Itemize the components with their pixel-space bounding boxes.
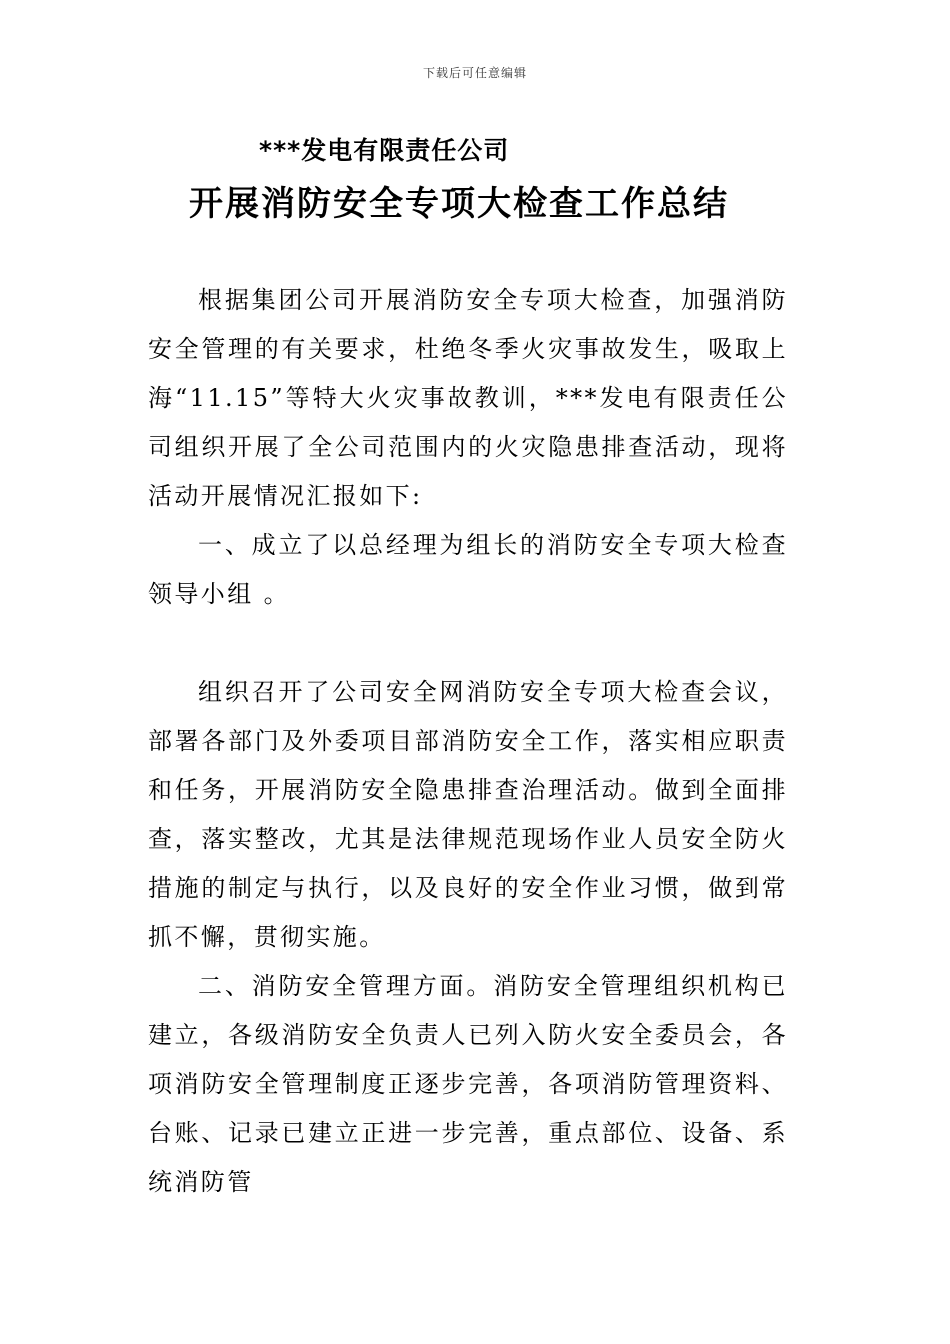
paragraph-section-1-heading: 一、成立了以总经理为组长的消防安全专项大检查领导小组 。 [148,531,788,608]
company-name: ***发电有限责任公司 [259,136,510,165]
document-title: 开展消防安全专项大检查工作总结 [189,184,729,224]
paragraph-section-1-body: 组织召开了公司安全网消防安全专项大检查会议，部署各部门及外委项目部消防安全工作，落实相应职责和任务，开展消防安全隐患排查治理活动。做到全面排查，落实整改，尤其是法律规范现场作业人员安全防火措施的制定与执行，以及良好的安全作业习惯，做到常抓不懈，贯彻实施。 [148,678,788,951]
page-header-note: 下载后可任意编辑 [422,66,527,80]
paragraph-section-2: 二、消防安全管理方面。消防安全管理组织机构已建立，各级消防安全负责人已列入防火安全委员会，各项消防安全管理制度正逐步完善，各项消防管理资料、台账、记录已建立正进一步完善，重点部位、设备、系统消防管 [148,972,788,1196]
paragraph-intro: 根据集团公司开展消防安全专项大检查，加强消防安全管理的有关要求，杜绝冬季火灾事故发生，吸取上海“11.15”等特大火灾事故教训，***发电有限责任公司组织开展了全公司范围内的火灾隐患排查活动，现将活动开展情况汇报如下: [148,286,788,510]
